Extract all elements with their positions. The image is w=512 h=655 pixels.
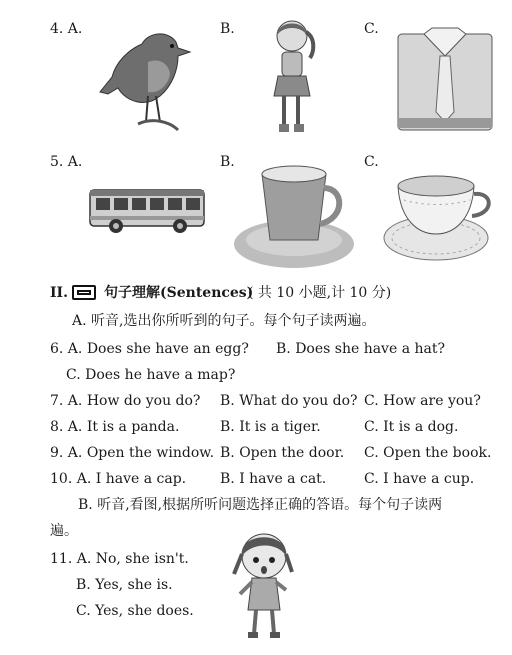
part-b-instruction: B. 听音,看图,根据所听问题选择正确的答语。每个句子读两: [78, 497, 443, 513]
q10-option-a: 10. A. I have a cap.: [50, 471, 187, 487]
q8-option-c: C. It is a dog.: [364, 419, 459, 435]
q6-option-c: C. Does he have a map?: [66, 367, 236, 383]
section-note: ( 共 10 小题,计 10 分): [248, 285, 392, 301]
bird-icon: [98, 22, 198, 132]
q4-option-b: B.: [220, 21, 235, 37]
part-a-instruction: A. 听音,选出你所听到的句子。每个句子读两遍。: [72, 313, 376, 329]
q5-option-c: C.: [364, 154, 379, 170]
q4-option-c: C.: [364, 21, 379, 37]
section-title: 句子理解(Sentences): [104, 285, 254, 301]
shirt-icon: [394, 26, 496, 136]
mug-icon: [232, 160, 356, 272]
q10-option-c: C. I have a cup.: [364, 471, 475, 487]
q8-option-a: 8. A. It is a panda.: [50, 419, 180, 435]
q7-option-b: B. What do you do?: [220, 393, 358, 409]
q11-option-c: C. Yes, she does.: [76, 603, 194, 619]
q9-option-a: 9. A. Open the window.: [50, 445, 215, 461]
girl-icon: [270, 18, 320, 140]
q8-option-b: B. It is a tiger.: [220, 419, 321, 435]
q4-label: 4. A.: [50, 21, 83, 37]
q6-option-a: 6. A. Does she have an egg?: [50, 341, 249, 357]
q5-label: 5. A.: [50, 154, 83, 170]
q11-option-b: B. Yes, she is.: [76, 577, 173, 593]
section-number: II.: [50, 285, 68, 301]
q10-option-b: B. I have a cat.: [220, 471, 327, 487]
q5-option-b: B.: [220, 154, 235, 170]
teacup-icon: [382, 164, 500, 268]
cartoon-girl-icon: [232, 530, 294, 642]
part-b-instruction-cont: 遍。: [50, 523, 78, 539]
q7-option-a: 7. A. How do you do?: [50, 393, 201, 409]
q6-option-b: B. Does she have a hat?: [276, 341, 445, 357]
cassette-icon: [72, 285, 96, 300]
q9-option-c: C. Open the book.: [364, 445, 492, 461]
bus-icon: [88, 186, 208, 236]
q9-option-b: B. Open the door.: [220, 445, 345, 461]
q7-option-c: C. How are you?: [364, 393, 481, 409]
q11-option-a: 11. A. No, she isn't.: [50, 551, 189, 567]
